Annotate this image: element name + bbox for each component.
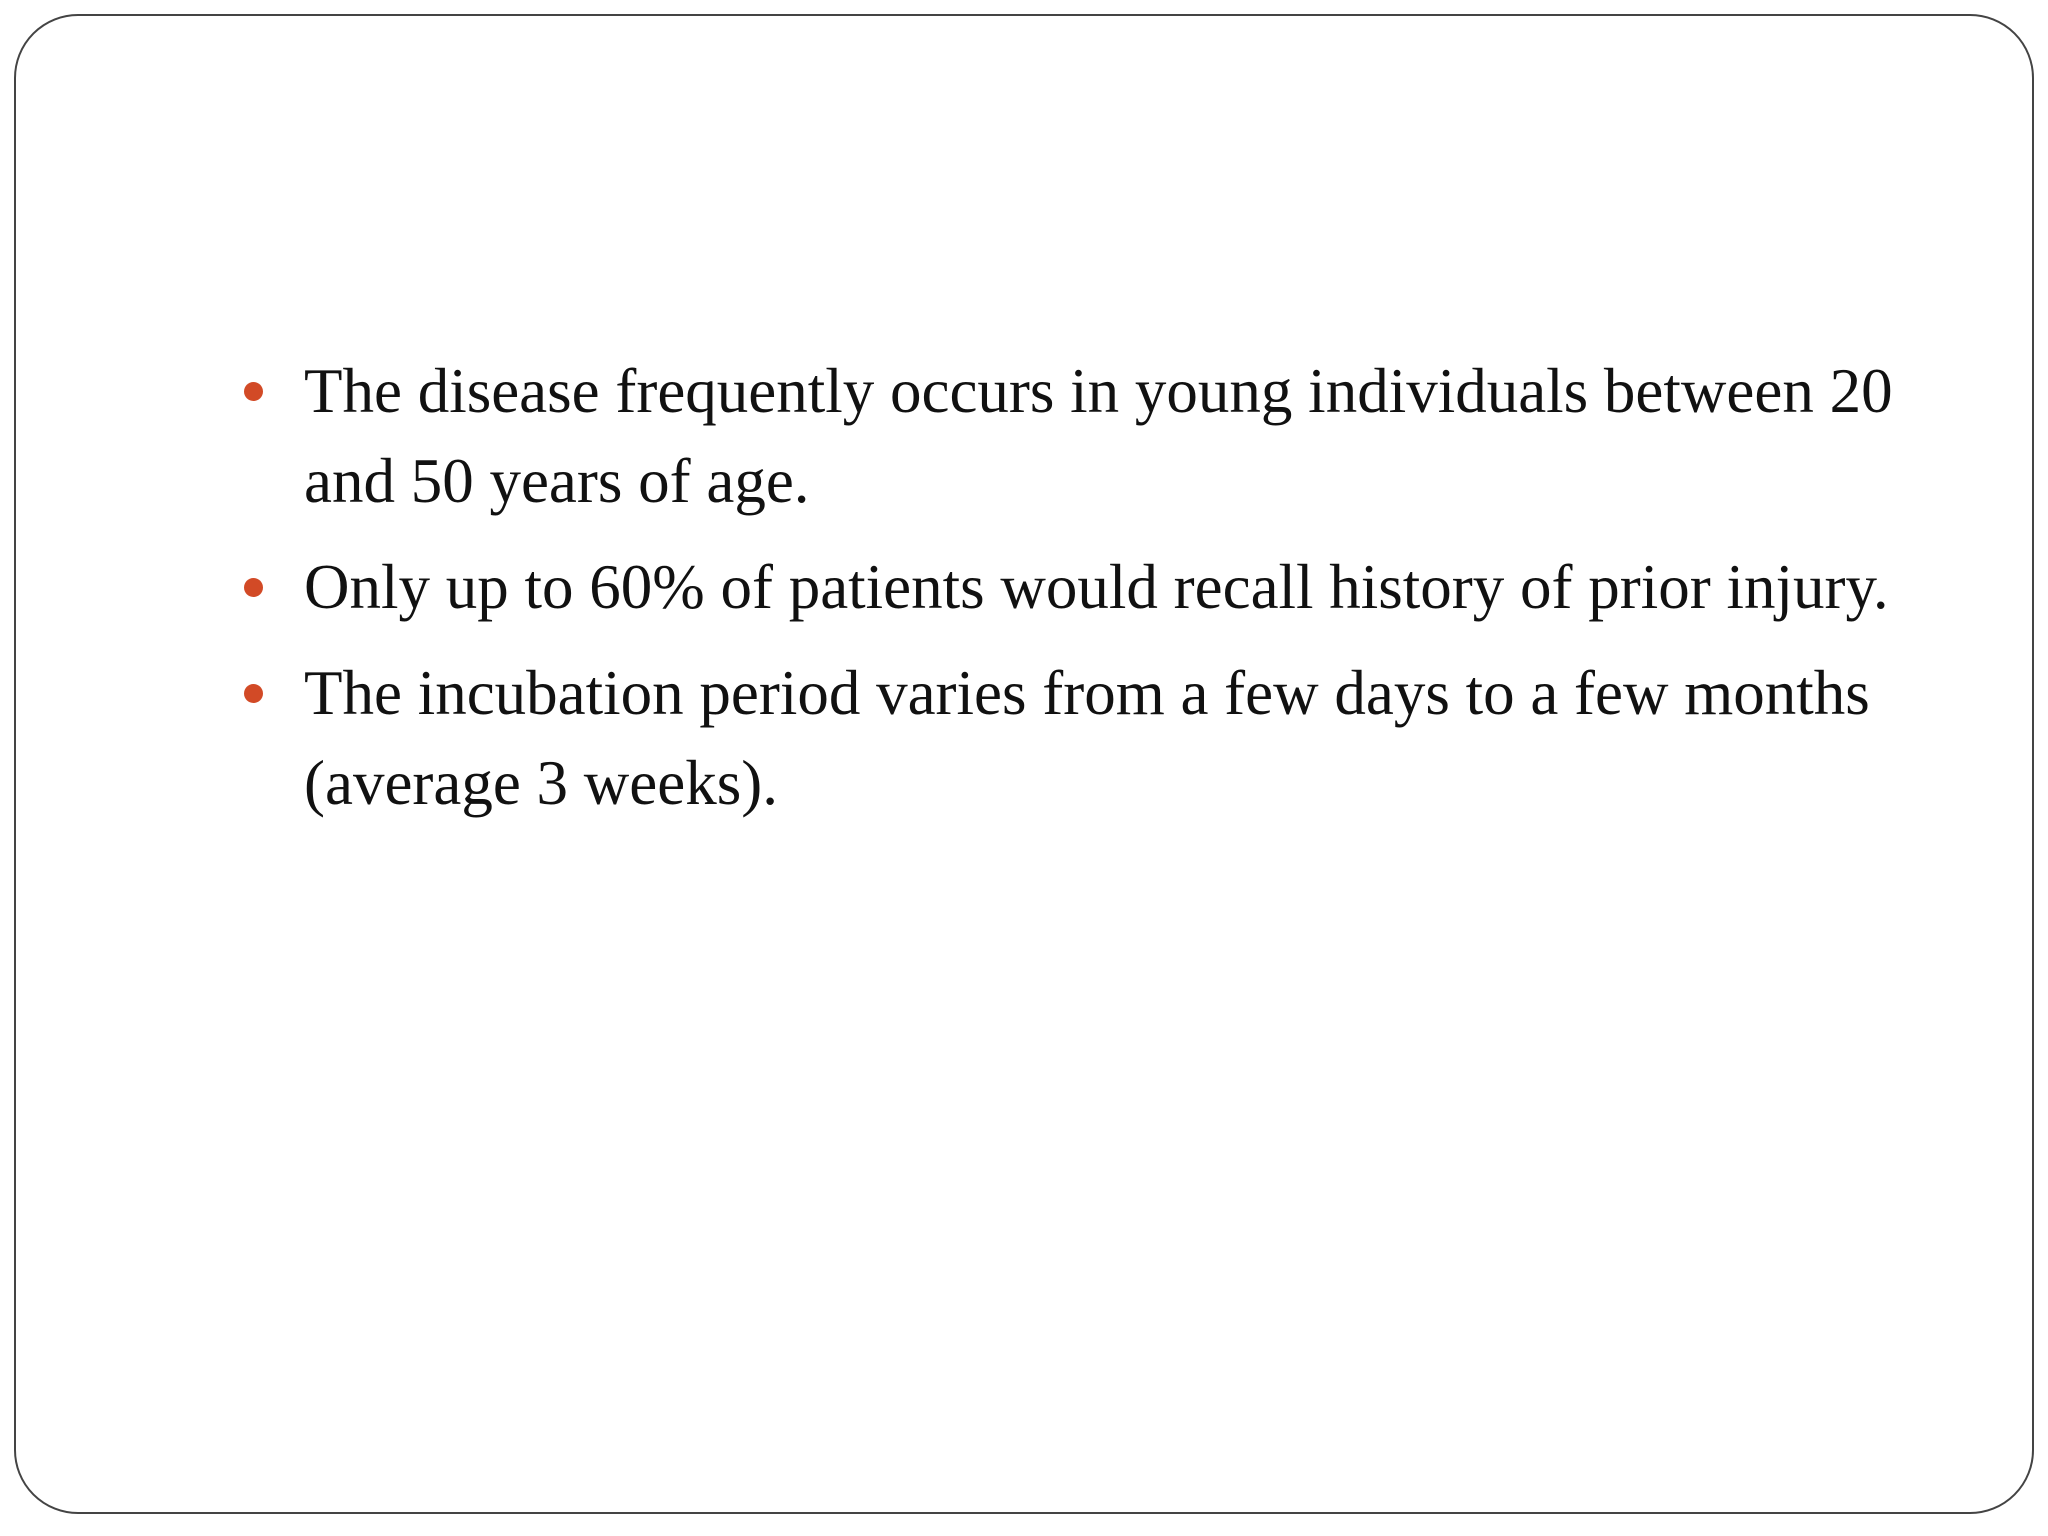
bullet-text: The disease frequently occurs in young individuals between 20 and 50 years of age. xyxy=(304,356,1893,516)
bullet-dot-icon xyxy=(244,382,263,401)
bullet-dot-icon xyxy=(244,684,263,703)
bullet-dot-icon xyxy=(244,578,263,597)
bullet-item xyxy=(244,542,1924,632)
bullet-item xyxy=(244,346,1924,526)
slide-frame xyxy=(14,14,2034,1514)
bullet-text: The incubation period varies from a few days to a few months (average 3 weeks). xyxy=(304,658,1870,818)
bullet-item xyxy=(244,648,1924,828)
bullet-list xyxy=(244,346,1924,844)
bullet-text: Only up to 60% of patients would recall history of prior injury. xyxy=(304,552,1889,622)
